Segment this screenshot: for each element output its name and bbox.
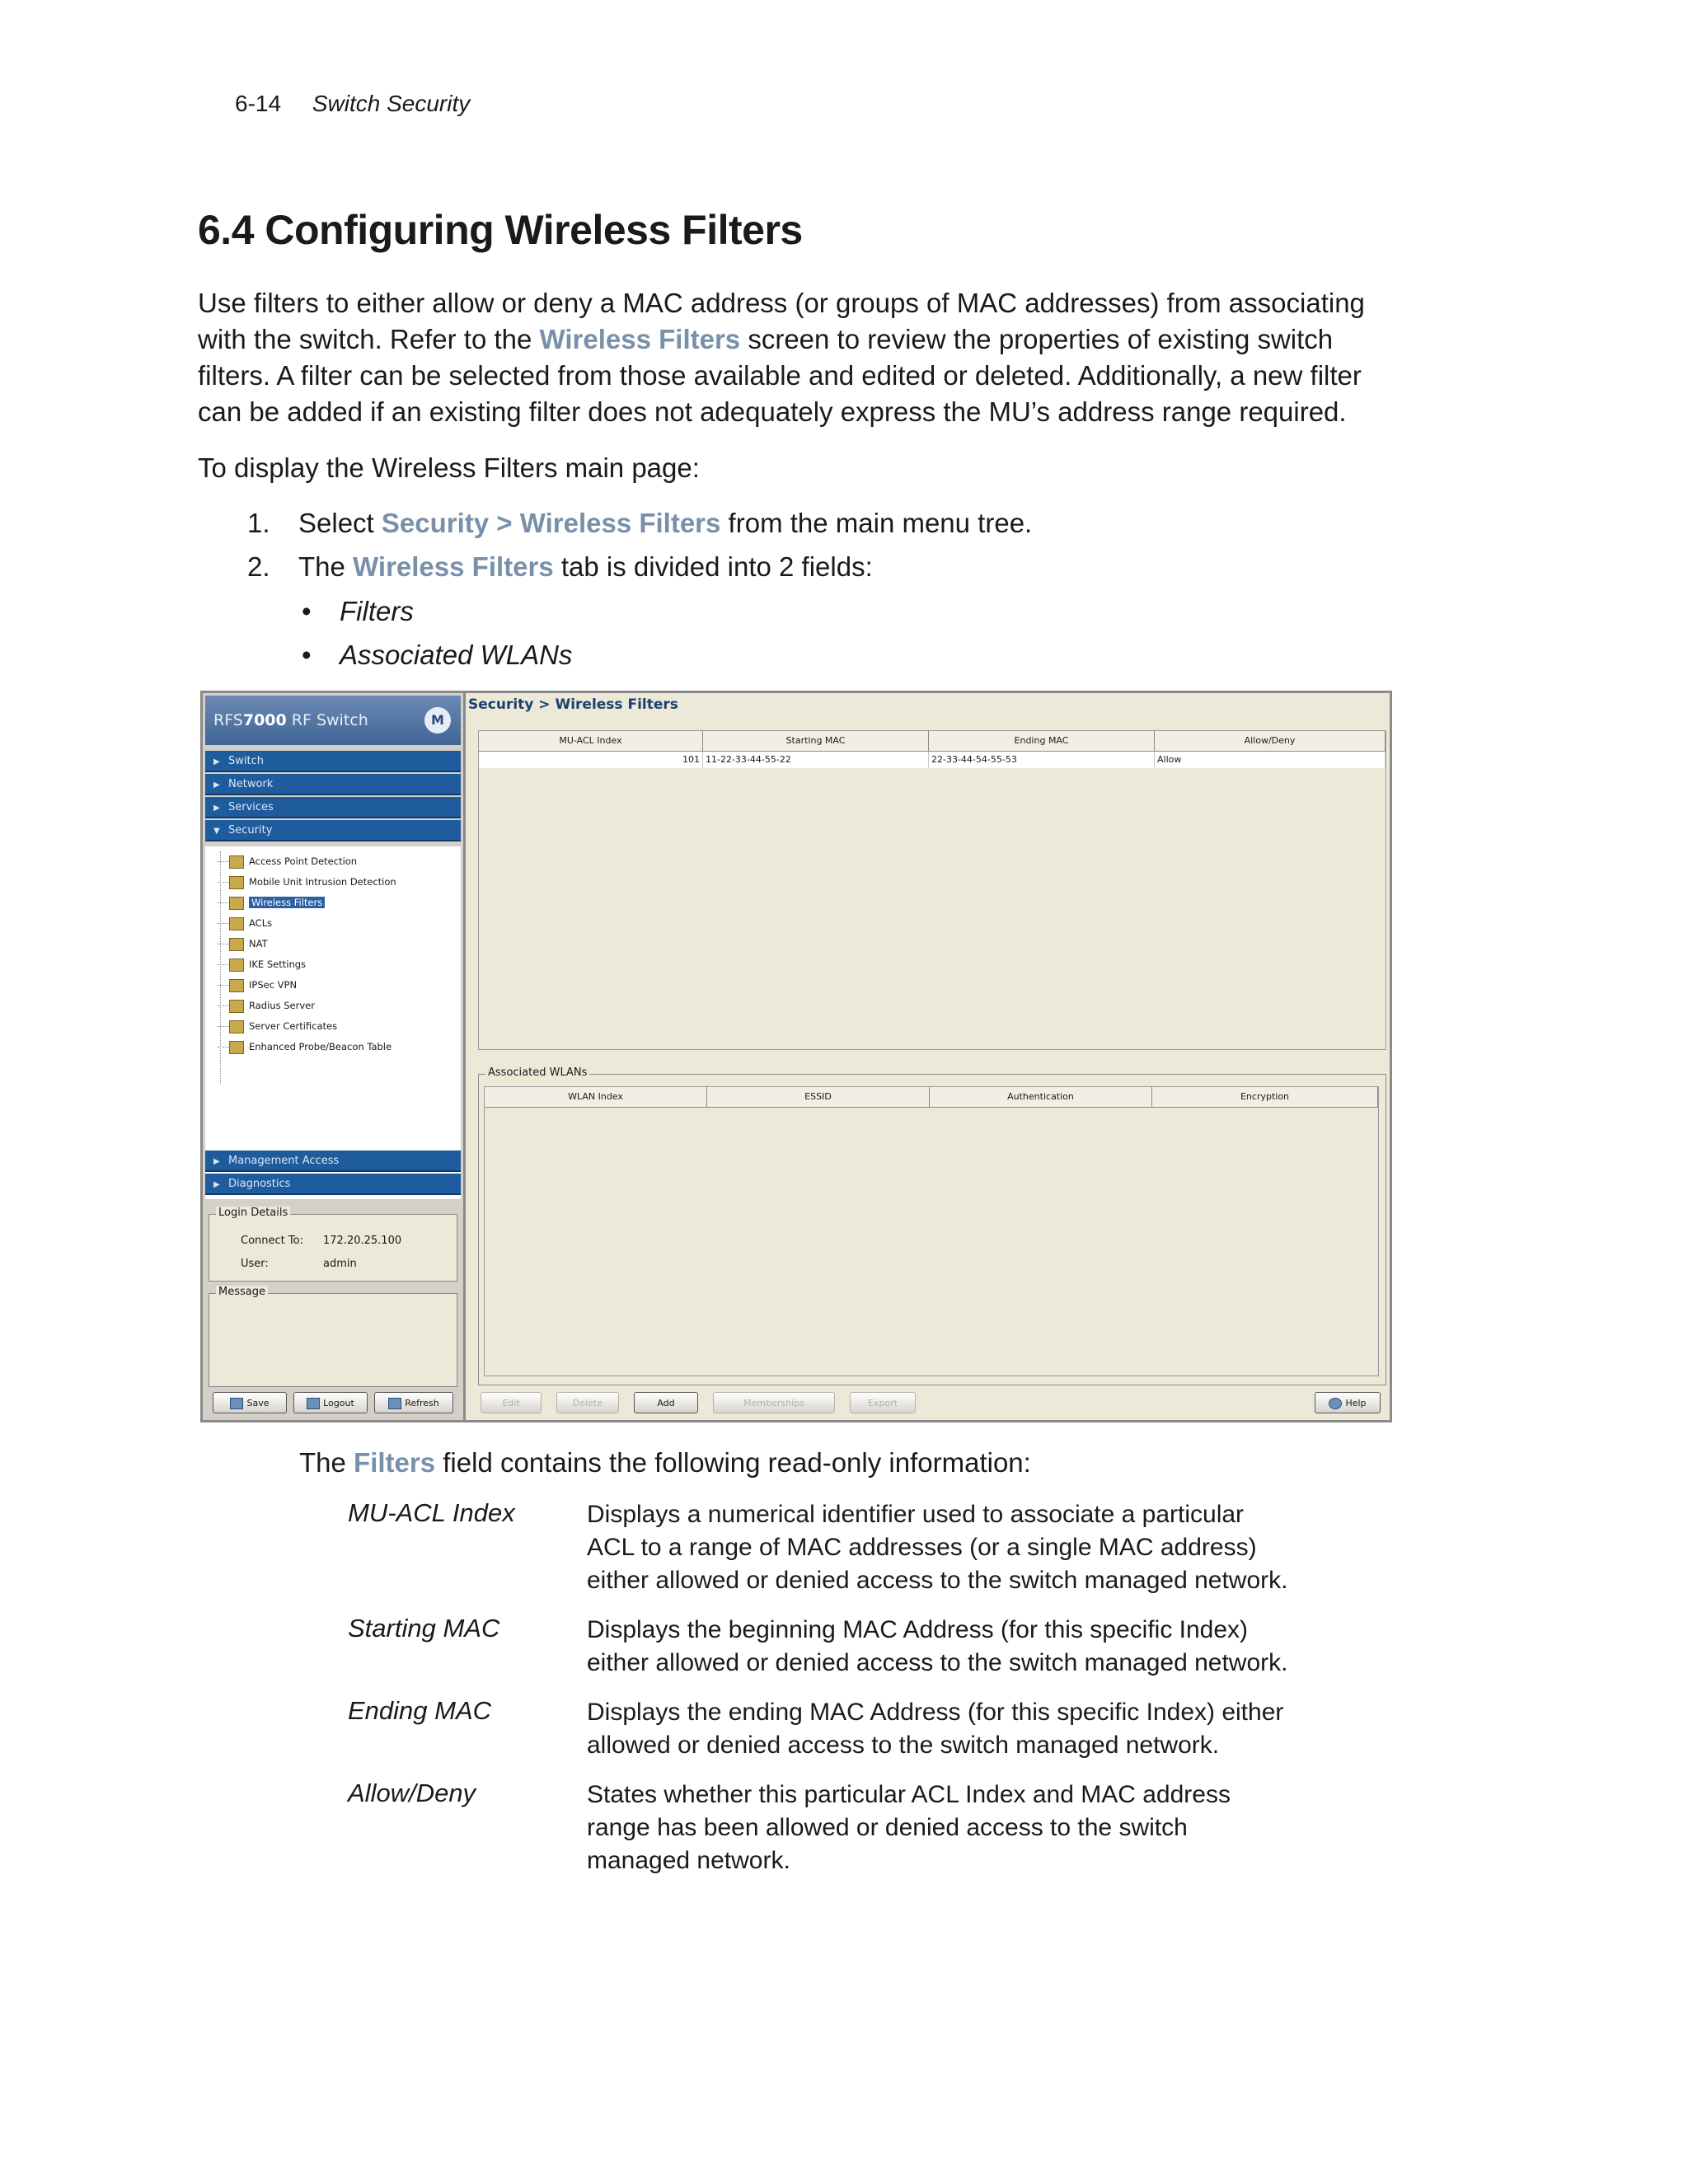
col-wlan-index[interactable]: WLAN Index xyxy=(485,1087,707,1107)
logout-button[interactable]: Logout xyxy=(293,1392,368,1413)
user-value: admin xyxy=(323,1258,357,1270)
tree-ipsec-vpn[interactable]: IPSec VPN xyxy=(218,975,297,995)
def-ending-mac: Displays the ending MAC Address (for this specific Index) either allowed or denied access to the switch managed network. xyxy=(587,1699,1284,1759)
term-mu-acl-index: MU-ACL Index xyxy=(348,1498,515,1527)
nav-network[interactable]: ▶ Network xyxy=(205,774,461,795)
tree-wireless-filters[interactable]: Wireless Filters xyxy=(218,893,325,912)
panel-title: Security > Wireless Filters xyxy=(468,696,678,713)
nav-switch[interactable]: ▶ Switch xyxy=(205,751,461,772)
wireless-filters-tab-link[interactable]: Wireless Filters xyxy=(353,551,554,582)
connect-to-value: 172.20.25.100 xyxy=(323,1235,402,1247)
tree-ike-settings[interactable]: IKE Settings xyxy=(218,954,306,974)
page-number: 6-14 xyxy=(235,91,282,116)
vpn-icon xyxy=(229,979,244,992)
edit-button[interactable]: Edit xyxy=(481,1392,542,1413)
acl-icon xyxy=(229,917,244,930)
server-icon xyxy=(229,1000,244,1013)
nav-security[interactable]: ▼ Security xyxy=(205,820,461,841)
wlans-table xyxy=(484,1086,1379,1376)
refresh-button[interactable]: Refresh xyxy=(374,1392,453,1413)
tree-access-point-detection[interactable]: Access Point Detection xyxy=(218,851,357,871)
wireless-filters-link[interactable]: Wireless Filters xyxy=(539,324,741,354)
def-mu-acl-index: Displays a numerical identifier used to associate a particular ACL to a range of MAC addresses (or a single MAC address) either allowed or denied access to the switch managed network. xyxy=(587,1501,1288,1594)
filter-icon xyxy=(229,897,244,910)
tree-acls[interactable]: ACLs xyxy=(218,913,272,933)
save-icon xyxy=(230,1398,243,1409)
col-mu-acl-index[interactable]: MU-ACL Index xyxy=(479,731,703,751)
intro-paragraph: Use filters to either allow or deny a MAC address (or groups of MAC addresses) from associating with the switch. Refer to the Wireless Filters screen to review the properties of existing switch filters. A filter can be selected from those available and edited or deleted. Additionally, a new filter can be added if an existing filter does not adequately express the MU’s address range required. xyxy=(198,288,1365,427)
col-essid[interactable]: ESSID xyxy=(707,1087,930,1107)
bullet-filters: • Filters xyxy=(302,596,414,626)
beacon-icon xyxy=(229,1041,244,1054)
navigation-sidebar xyxy=(203,693,466,1420)
col-ending-mac[interactable]: Ending MAC xyxy=(929,731,1155,751)
access-point-icon xyxy=(229,855,244,869)
tree-nat[interactable]: NAT xyxy=(218,934,268,954)
col-encryption[interactable]: Encryption xyxy=(1152,1087,1378,1107)
tree-server-certificates[interactable]: Server Certificates xyxy=(218,1016,337,1036)
motorola-logo-icon: M xyxy=(424,707,451,733)
nat-icon xyxy=(229,938,244,951)
nav-services[interactable]: ▶ Services xyxy=(205,797,461,818)
header-section: Switch Security xyxy=(312,91,471,116)
nav-management-access[interactable]: ▶ Management Access xyxy=(205,1151,461,1172)
filters-link[interactable]: Filters xyxy=(354,1447,436,1478)
help-icon xyxy=(1329,1398,1342,1409)
mobile-unit-icon xyxy=(229,876,244,889)
certificate-icon xyxy=(229,1020,244,1033)
def-allow-deny: States whether this particular ACL Index and MAC address range has been allowed or denied access to the switch managed network. xyxy=(587,1781,1231,1874)
message-box: Message xyxy=(209,1293,457,1387)
add-button[interactable]: Add xyxy=(634,1392,698,1413)
export-button[interactable]: Export xyxy=(850,1392,916,1413)
tree-radius-server[interactable]: Radius Server xyxy=(218,996,315,1015)
save-button[interactable]: Save xyxy=(213,1392,287,1413)
tree-mobile-unit-intrusion[interactable]: Mobile Unit Intrusion Detection xyxy=(218,872,396,892)
display-instruction: To display the Wireless Filters main page: xyxy=(198,452,700,483)
login-details: Login Details Connect To: 172.20.25.100 User: admin xyxy=(209,1214,457,1282)
col-authentication[interactable]: Authentication xyxy=(930,1087,1152,1107)
delete-button[interactable]: Delete xyxy=(556,1392,619,1413)
term-allow-deny: Allow/Deny xyxy=(348,1779,476,1807)
tree-enhanced-probe[interactable]: Enhanced Probe/Beacon Table xyxy=(218,1037,392,1057)
wireless-filters-screenshot xyxy=(200,691,1392,1422)
step-1: 1. Select Security > Wireless Filters from the main menu tree. xyxy=(247,508,1033,538)
security-wireless-filters-link[interactable]: Security > Wireless Filters xyxy=(381,508,721,538)
help-button[interactable]: Help xyxy=(1315,1392,1381,1413)
term-starting-mac: Starting MAC xyxy=(348,1614,500,1643)
memberships-button[interactable]: Memberships xyxy=(713,1392,835,1413)
logout-icon xyxy=(307,1398,320,1409)
associated-wlans-group: Associated WLANs WLAN Index ESSID Authentication Encryption xyxy=(478,1074,1386,1385)
term-ending-mac: Ending MAC xyxy=(348,1696,492,1725)
def-starting-mac: Displays the beginning MAC Address (for this specific Index) either allowed or denied access to the switch managed network. xyxy=(587,1616,1288,1676)
refresh-icon xyxy=(388,1398,401,1409)
running-header xyxy=(235,91,470,117)
filters-caption: The Filters field contains the following read-only information: xyxy=(299,1447,1031,1478)
section-title: 6.4 Configuring Wireless Filters xyxy=(198,207,803,253)
bullet-associated-wlans: • Associated WLANs xyxy=(302,640,573,670)
step-2: 2. The Wireless Filters tab is divided into 2 fields: xyxy=(247,551,873,582)
filters-table xyxy=(478,730,1386,1050)
nav-diagnostics[interactable]: ▶ Diagnostics xyxy=(205,1174,461,1195)
col-starting-mac[interactable]: Starting MAC xyxy=(703,731,929,751)
product-banner: RFS7000 RF Switch M xyxy=(205,696,461,745)
main-panel xyxy=(466,693,1390,1420)
lock-icon xyxy=(229,958,244,972)
table-row[interactable]: 101 11-22-33-44-55-22 22-33-44-54-55-53 Allow xyxy=(479,752,1386,768)
col-allow-deny[interactable]: Allow/Deny xyxy=(1155,731,1386,751)
